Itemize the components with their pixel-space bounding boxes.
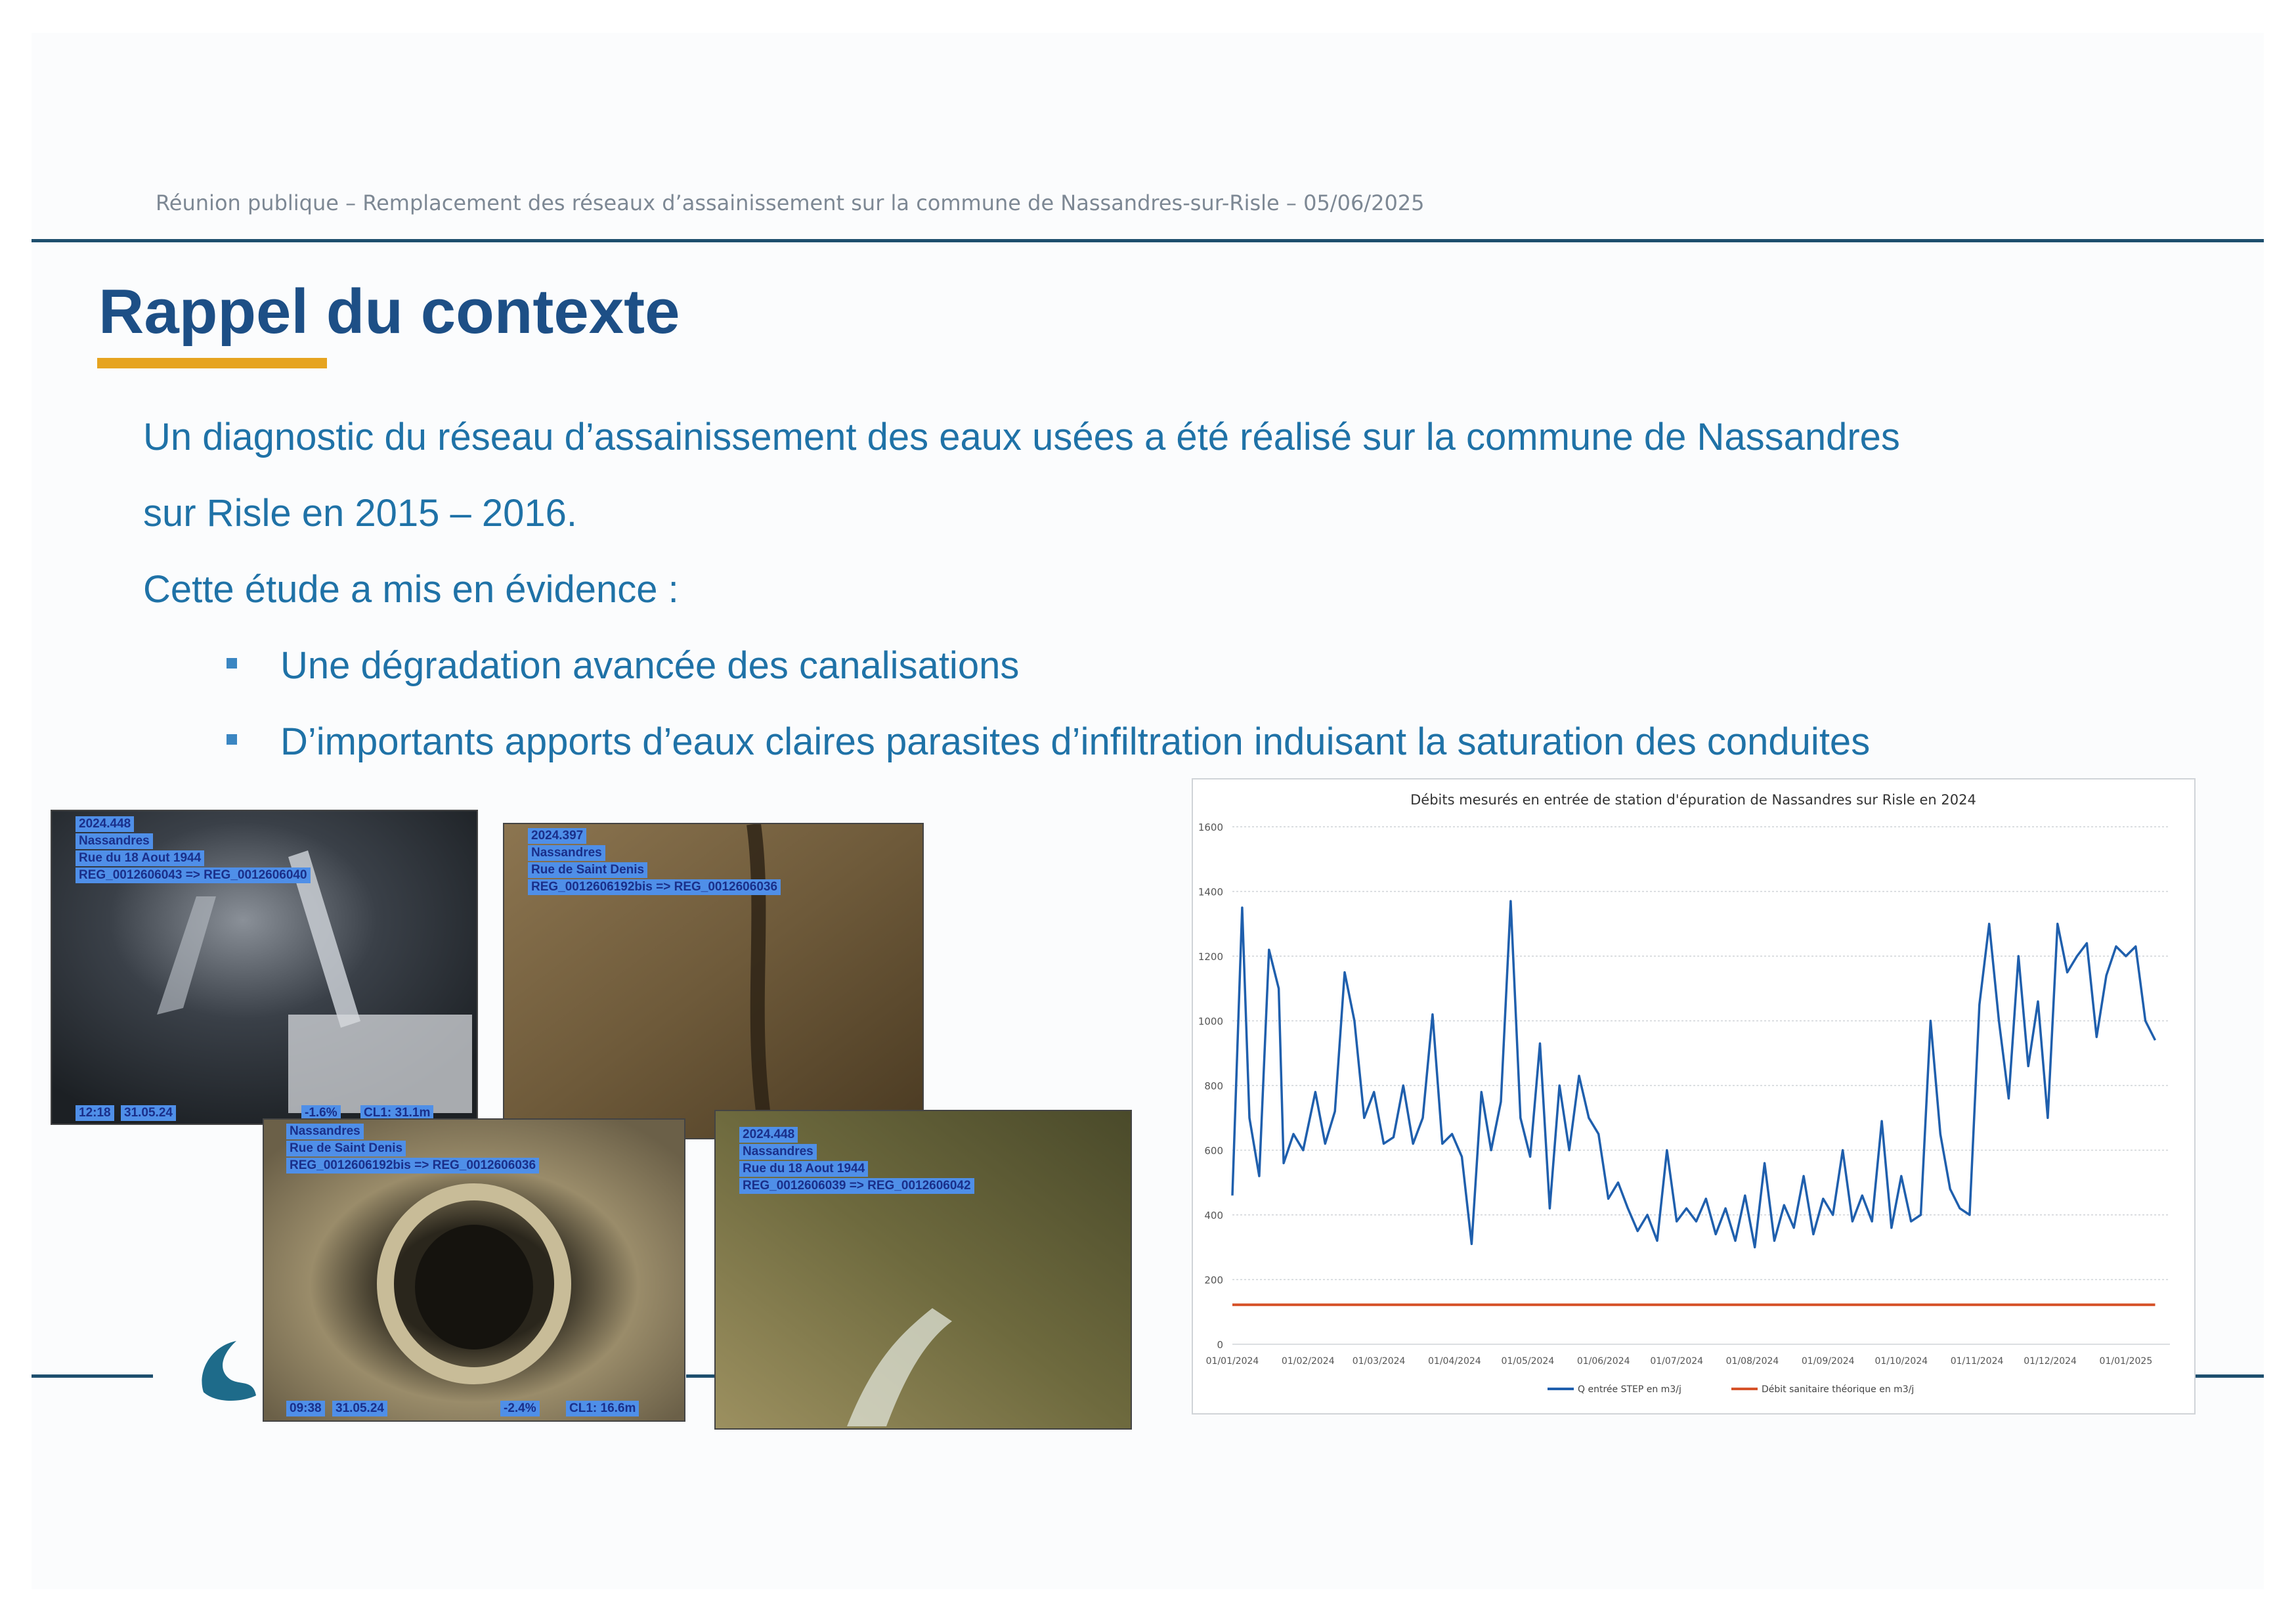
photo-date: 31.05.24 (332, 1401, 387, 1416)
y-tick-label: 0 (1217, 1339, 1223, 1351)
pipe-inspection-photo (714, 1110, 1132, 1430)
bullet-square-icon (227, 658, 237, 669)
photo-date: 31.05.24 (121, 1105, 176, 1121)
x-tick-label: 01/01/2024 (1205, 1356, 1259, 1367)
paragraph-line-3: Cette étude a mis en évidence : (143, 568, 679, 611)
x-tick-label: 01/09/2024 (1801, 1356, 1855, 1367)
y-tick-label: 200 (1204, 1274, 1223, 1286)
y-tick-label: 400 (1204, 1210, 1223, 1221)
x-tick-label: 01/07/2024 (1650, 1356, 1704, 1367)
photo-overlay-text: Rue du 18 Aout 1944 (739, 1161, 868, 1177)
x-tick-label: 01/03/2024 (1352, 1356, 1406, 1367)
legend-label: Q entrée STEP en m3/j (1578, 1384, 1681, 1395)
x-tick-label: 01/05/2024 (1501, 1356, 1555, 1367)
photo-overlay-text: Nassandres (76, 833, 153, 849)
photo-overlay-text: Nassandres (528, 845, 605, 861)
y-tick-label: 1400 (1198, 886, 1223, 898)
photo-distance: CL1: 16.6m (566, 1401, 639, 1416)
x-tick-label: 01/12/2024 (2024, 1356, 2077, 1367)
photo-overlay-text: REG_0012606192bis => REG_0012606036 (528, 879, 781, 895)
y-tick-label: 1000 (1198, 1015, 1223, 1028)
chart-series-line (1232, 901, 2155, 1247)
x-tick-label: 01/11/2024 (1950, 1356, 2004, 1367)
photo-overlay-text: Rue du 18 Aout 1944 (76, 850, 204, 866)
photo-overlay-text: 2024.448 (739, 1127, 798, 1143)
photo-overlay-text: Rue de Saint Denis (286, 1141, 406, 1156)
organisation-logo-icon (190, 1333, 263, 1405)
x-tick-label: 01/10/2024 (1874, 1356, 1928, 1367)
x-tick-label: 01/08/2024 (1725, 1356, 1779, 1367)
photo-overlay-text: REG_0012606192bis => REG_0012606036 (286, 1158, 539, 1174)
photo-overlay-text: REG_0012606043 => REG_0012606040 (76, 867, 311, 883)
photo-overlay-text: 2024.448 (76, 816, 134, 832)
photo-overlay-text: 2024.397 (528, 828, 586, 844)
y-tick-label: 600 (1204, 1145, 1223, 1157)
pipe-inspection-photo (51, 810, 478, 1125)
photo-overlay-text: REG_0012606039 => REG_0012606042 (739, 1178, 974, 1194)
pipe-inspection-photo (263, 1118, 685, 1422)
meeting-header: Réunion publique – Remplacement des réseaux d’assainissement sur la commune de Nassandres-sur-Risle – 05/06/2025 (156, 190, 1425, 215)
photo-slope: -1.6% (301, 1105, 341, 1121)
footer-rule-mid (686, 1374, 716, 1378)
bullet-square-icon (227, 734, 237, 745)
header-rule (32, 239, 2264, 242)
y-tick-label: 1200 (1198, 951, 1223, 963)
title-underline (97, 358, 327, 368)
paragraph-line-1: Un diagnostic du réseau d’assainissement des eaux usées a été réalisé sur la commune de Nassandres (143, 416, 1900, 458)
flow-chart-svg (1193, 779, 2194, 1413)
legend-label: Débit sanitaire théorique en m3/j (1762, 1384, 1915, 1395)
flow-chart (1192, 778, 2196, 1415)
y-tick-label: 800 (1204, 1080, 1223, 1092)
footer-rule-right (2193, 1374, 2264, 1378)
footer-rule-left (32, 1374, 153, 1378)
photo-time: 12:18 (76, 1105, 114, 1121)
slide-title: Rappel du contexte (98, 276, 680, 347)
y-tick-label: 1600 (1198, 822, 1223, 833)
photo-overlay-text: Nassandres (739, 1144, 817, 1160)
paragraph-line-2: sur Risle en 2015 – 2016. (143, 492, 577, 535)
x-tick-label: 01/01/2025 (2099, 1356, 2153, 1367)
photo-overlay-text: Rue de Saint Denis (528, 862, 647, 878)
pipe-inspection-photo (503, 823, 924, 1139)
x-tick-label: 01/06/2024 (1576, 1356, 1630, 1367)
photo-slope: -2.4% (500, 1401, 540, 1416)
photo-overlay-text: Nassandres (286, 1124, 364, 1139)
photo-distance: CL1: 31.1m (360, 1105, 433, 1121)
chart-title: Débits mesurés en entrée de station d'épuration de Nassandres sur Risle en 2024 (1410, 792, 1976, 808)
x-tick-label: 01/02/2024 (1281, 1356, 1335, 1367)
photo-time: 09:38 (286, 1401, 325, 1416)
x-tick-label: 01/04/2024 (1428, 1356, 1481, 1367)
